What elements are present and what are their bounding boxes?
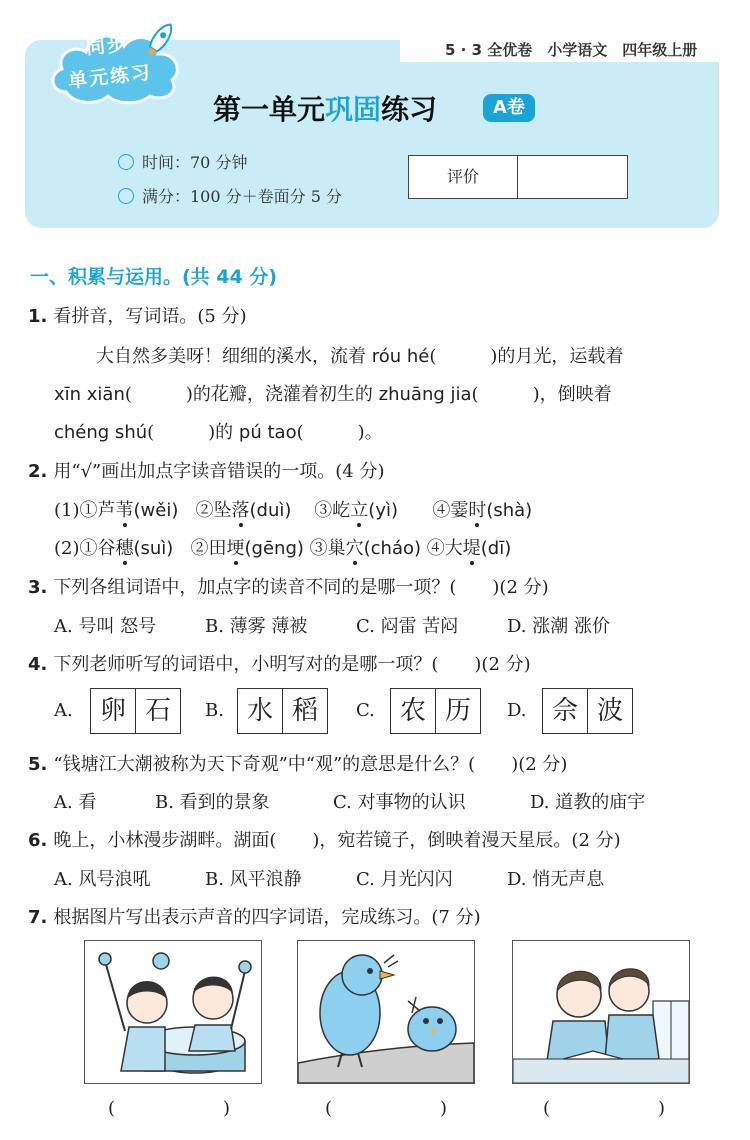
q4-b-char1: 水 [246,696,273,726]
evaluation-value[interactable] [519,156,627,198]
q4-option-d[interactable] [542,688,633,734]
evaluation-label: 评价 [409,156,518,198]
children-reading-icon [513,941,689,1083]
check-circle-icon [118,188,134,204]
clock-icon [118,154,134,170]
q7-stem: 7. 根据图片写出表示声音的四字词语，完成练习。(7 分) [28,907,481,928]
children-drums-icon [85,941,261,1083]
q4-stem: 4. 下列老师听写的词语中，小明写对的是哪一项？( )(2 分) [28,654,531,675]
q4-label-d: D. [507,700,527,721]
picture-birds [297,940,475,1084]
q6-option-b[interactable]: B. 风平浪静 [205,869,302,890]
q3-option-d[interactable]: D. 涨潮 涨价 [507,616,610,637]
q2-row1: (1)①芦苇(wěi) ②坠落(duì) ③屹立(yì) ④霎时(shà) [54,500,533,521]
q4-d-char1: 佘 [551,696,578,726]
q1-line1: 大自然多美呀！细细的溪水，流着 róu hé( )的月光，运载着 [96,346,624,367]
q5-option-c[interactable]: C. 对事物的认识 [333,792,466,813]
q4-label-c: C. [356,700,375,721]
q6-option-d[interactable]: D. 悄无声息 [507,869,605,890]
q6-stem: 6. 晚上，小林漫步湖畔。湖面( )，宛若镜子，倒映着漫天星辰。(2 分) [28,830,621,851]
q7-answer-3[interactable]: ( ) [543,1098,666,1119]
title-tag: A卷 [483,94,535,122]
badge-line-2: 单元练习 [67,61,154,93]
q1-stem: 1. 看拼音，写词语。(5 分) [28,306,247,327]
q6-option-a[interactable]: A. 风号浪吼 [54,869,151,890]
q2-row2: (2)①谷穗(suì) ②田埂(gēng) ③巢穴(cháo) ④大堤(dī) [54,538,512,559]
q4-c-char1: 农 [399,696,426,726]
picture-children-reading [512,940,690,1084]
q5-option-d[interactable]: D. 道教的庙宇 [530,792,646,813]
q5-option-b[interactable]: B. 看到的景象 [155,792,270,813]
q3-option-a[interactable]: A. 号叫 怒号 [54,616,157,637]
q1-line3: chéng shú( )的 pú tao( )。 [54,422,383,443]
evaluation-box[interactable] [408,155,628,199]
q7-answer-2[interactable]: ( ) [325,1098,448,1119]
q5-stem: 5. “钱塘江大潮被称为天下奇观”中“观”的意思是什么？( )(2 分) [28,754,568,775]
q4-option-c[interactable] [390,688,481,734]
q5-option-a[interactable]: A. 看 [54,792,97,813]
q4-label-a: A. [54,700,73,721]
q4-option-b[interactable] [237,688,328,734]
q3-option-b[interactable]: B. 薄雾 薄被 [205,616,308,637]
birds-icon [298,941,474,1083]
q4-a-char2: 石 [135,689,180,733]
score-info: 满分：100 分＋卷面分 5 分 [118,184,342,207]
q3-option-c[interactable]: C. 闷雷 苦闷 [356,616,459,637]
section-title: 一、积累与运用。(共 44 分) [30,266,278,288]
q2-stem: 2. 用“√”画出加点字读音错误的一项。(4 分) [28,461,385,482]
q4-label-b: B. [205,700,224,721]
time-info: 时间：70 分钟 [118,150,247,173]
badge-line-1: 同步 [85,32,130,60]
page-title: 第一单元巩固练习 [213,93,438,126]
q7-answer-1[interactable]: ( ) [108,1098,231,1119]
q3-stem: 3. 下列各组词语中，加点字的读音不同的是哪一项？( )(2 分) [28,577,549,598]
q6-option-c[interactable]: C. 月光闪闪 [356,869,453,890]
q1-line2: xīn xiān( )的花瓣，浇灌着初生的 zhuāng jia( )，倒映着 [54,384,612,405]
q4-c-char2: 历 [435,689,480,733]
q4-b-char2: 稻 [282,689,327,733]
picture-children-drums [84,940,262,1084]
q4-option-a[interactable] [90,688,181,734]
publication-line: 5 · 3 全优卷 小学语文 四年级上册 [445,41,698,59]
q4-a-char1: 卵 [99,696,126,726]
q4-d-char2: 波 [587,689,632,733]
